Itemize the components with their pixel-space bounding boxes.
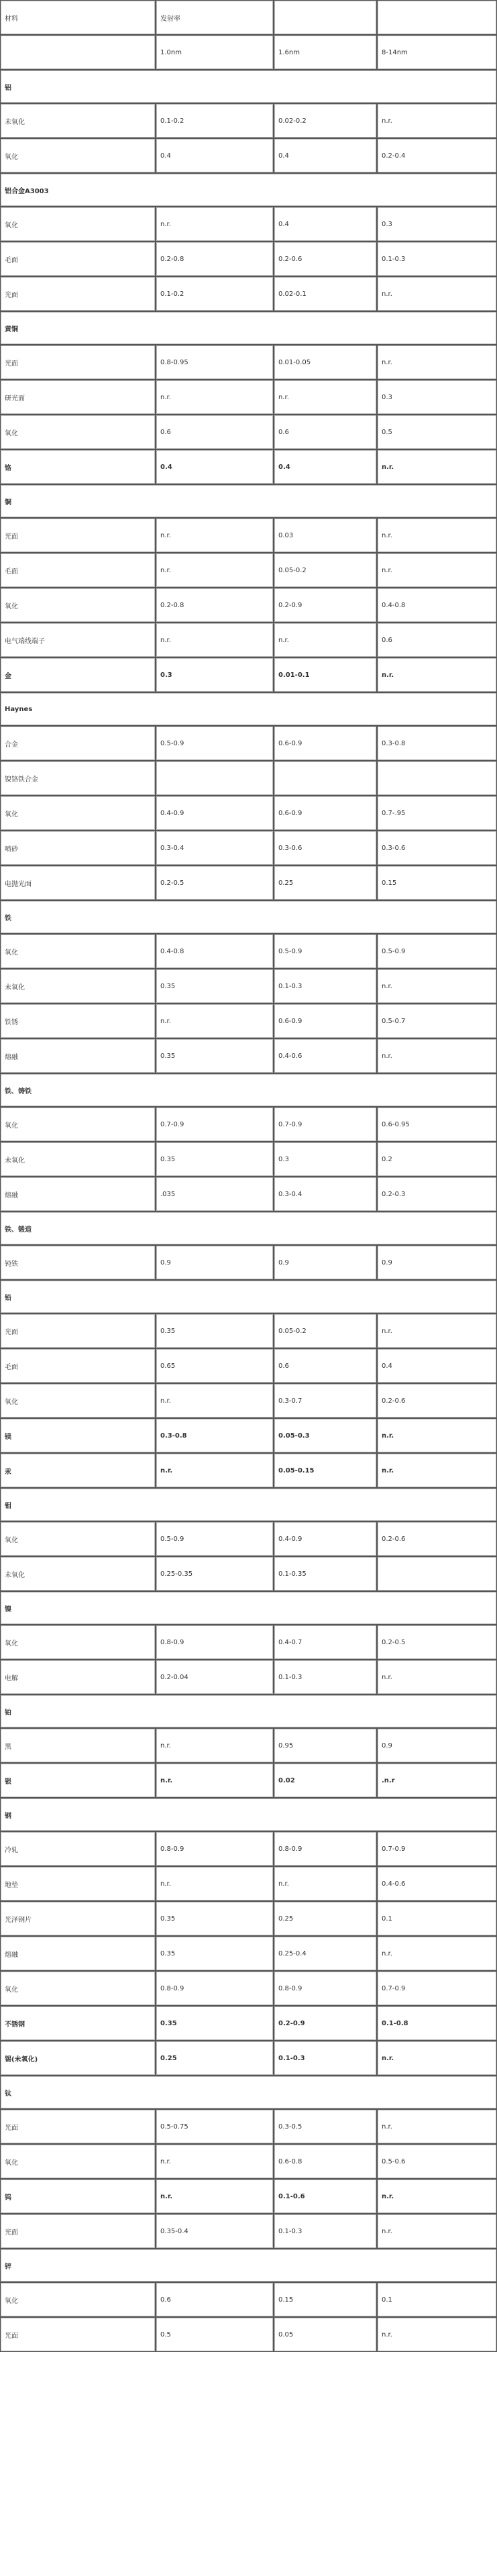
- value-cell-1nm: 0.6: [156, 2282, 274, 2317]
- value-cell-1-6nm: 0.4-0.6: [274, 1038, 377, 1073]
- material-cell: 金: [0, 657, 156, 692]
- value-cell-8-14nm: 0.7-0.9: [377, 1831, 497, 1866]
- header-row: [0, 0, 497, 35]
- value-cell-1-6nm: 0.2-0.9: [274, 588, 377, 623]
- material-cell: 地垫: [0, 1866, 156, 1901]
- material-cell: 光面: [0, 345, 156, 380]
- value-cell-8-14nm: n.r.: [377, 449, 497, 484]
- value-cell-1nm: n.r.: [156, 1453, 274, 1488]
- section-row: [0, 311, 497, 345]
- section-title: 铁、锻造: [0, 1212, 497, 1245]
- value-cell-8-14nm: n.r.: [377, 1313, 497, 1348]
- value-cell-1-6nm: 0.8-0.9: [274, 1831, 377, 1866]
- value-cell-1nm: 0.2-0.5: [156, 865, 274, 900]
- value-cell-1nm: 0.6: [156, 415, 274, 449]
- material-cell: 不锈钢: [0, 2006, 156, 2041]
- value-cell-8-14nm: n.r.: [377, 276, 497, 311]
- value-cell-1-6nm: 0.3-0.5: [274, 2109, 377, 2144]
- table-row: [0, 2317, 497, 2352]
- value-cell-1nm: 0.8-0.9: [156, 1625, 274, 1660]
- value-cell-1-6nm: 0.1-0.6: [274, 2179, 377, 2214]
- value-cell-1nm: 0.2-0.04: [156, 1660, 274, 1695]
- value-cell-1-6nm: 0.1-0.35: [274, 1556, 377, 1591]
- material-cell: 镍铬铁合金: [0, 761, 156, 796]
- value-cell-1-6nm: 0.2-0.9: [274, 2006, 377, 2041]
- material-cell: 研光面: [0, 380, 156, 415]
- table-row: [0, 138, 497, 173]
- value-cell-8-14nm: 0.5: [377, 415, 497, 449]
- table-row: [0, 2144, 497, 2179]
- value-cell-8-14nm: 0.7-0.9: [377, 1971, 497, 2006]
- value-cell-1-6nm: 0.25-0.4: [274, 1936, 377, 1971]
- value-cell-1nm: 0.8-0.9: [156, 1971, 274, 2006]
- material-cell: 合金: [0, 726, 156, 761]
- value-cell-1nm: n.r.: [156, 623, 274, 657]
- value-cell-1-6nm: 0.6-0.8: [274, 2144, 377, 2179]
- value-cell-8-14nm: 0.6-0.95: [377, 1107, 497, 1142]
- value-cell-1-6nm: 0.02-0.2: [274, 103, 377, 138]
- table-row: [0, 2006, 497, 2041]
- value-cell-8-14nm: 0.2-0.4: [377, 138, 497, 173]
- value-cell-8-14nm: 0.3-0.8: [377, 726, 497, 761]
- value-cell-1nm: 0.65: [156, 1348, 274, 1383]
- material-cell: 氧化: [0, 207, 156, 241]
- material-cell: 氧化: [0, 415, 156, 449]
- value-cell-1-6nm: 0.05-0.2: [274, 553, 377, 588]
- value-cell-8-14nm: 0.1: [377, 2282, 497, 2317]
- value-cell-1-6nm: 0.3-0.4: [274, 1177, 377, 1212]
- value-cell-1-6nm: n.r.: [274, 623, 377, 657]
- value-cell-8-14nm: 0.3: [377, 380, 497, 415]
- value-cell-1-6nm: 0.6-0.9: [274, 796, 377, 830]
- value-cell-1nm: n.r.: [156, 518, 274, 553]
- material-cell: 钨: [0, 2179, 156, 2214]
- material-cell: 毛面: [0, 1348, 156, 1383]
- value-cell-1nm: 0.3-0.8: [156, 1418, 274, 1453]
- value-cell-8-14nm: n.r.: [377, 2214, 497, 2249]
- material-cell: 铬: [0, 449, 156, 484]
- value-cell-1nm: n.r.: [156, 1728, 274, 1763]
- header-cell-material: 材料: [0, 0, 156, 35]
- value-cell-1-6nm: 0.4: [274, 449, 377, 484]
- table-row: [0, 657, 497, 692]
- value-cell-1nm: 0.35: [156, 1142, 274, 1177]
- material-cell: 氧化: [0, 1107, 156, 1142]
- value-cell-1-6nm: 0.5-0.9: [274, 934, 377, 969]
- table-row: [0, 588, 497, 623]
- value-cell-1nm: 0.25: [156, 2041, 274, 2076]
- value-cell-1-6nm: 0.4: [274, 207, 377, 241]
- value-cell-8-14nm: 0.6: [377, 623, 497, 657]
- value-cell-1-6nm: 0.1-0.3: [274, 1660, 377, 1695]
- value-cell-1-6nm: 0.2-0.6: [274, 241, 377, 276]
- material-cell: 氧化: [0, 138, 156, 173]
- value-cell-8-14nm: n.r.: [377, 2179, 497, 2214]
- value-cell-1nm: n.r.: [156, 380, 274, 415]
- value-cell-1-6nm: 0.95: [274, 1728, 377, 1763]
- table-row: [0, 241, 497, 276]
- value-cell-8-14nm: 0.1: [377, 1901, 497, 1936]
- material-cell: 钝铁: [0, 1245, 156, 1280]
- value-cell-8-14nm: n.r.: [377, 2317, 497, 2352]
- value-cell-1nm: 0.8-0.95: [156, 345, 274, 380]
- material-cell: 电解: [0, 1660, 156, 1695]
- table-row: [0, 1453, 497, 1488]
- value-cell-8-14nm: [377, 1556, 497, 1591]
- section-row: [0, 484, 497, 518]
- value-cell-8-14nm: n.r.: [377, 2109, 497, 2144]
- value-cell-1-6nm: 0.02: [274, 1763, 377, 1798]
- table-row: [0, 1971, 497, 2006]
- table-row: [0, 1107, 497, 1142]
- value-cell-8-14nm: n.r.: [377, 103, 497, 138]
- value-cell-1-6nm: 0.05-0.3: [274, 1418, 377, 1453]
- header-cell-emissivity: 发射率: [156, 0, 274, 35]
- table-row: [0, 761, 497, 796]
- value-cell-8-14nm: 0.3-0.6: [377, 830, 497, 865]
- material-cell: 未氧化: [0, 103, 156, 138]
- section-row: [0, 1280, 497, 1313]
- value-cell-8-14nm: 0.5-0.6: [377, 2144, 497, 2179]
- value-cell-8-14nm: 0.1-0.8: [377, 2006, 497, 2041]
- value-cell-1nm: 0.1-0.2: [156, 103, 274, 138]
- section-title: 镍: [0, 1591, 497, 1625]
- value-cell-8-14nm: 0.4-0.8: [377, 588, 497, 623]
- header-cell-wavelength-1: 1.0nm: [156, 35, 274, 70]
- section-row: [0, 2076, 497, 2109]
- material-cell: 氧化: [0, 2282, 156, 2317]
- table-row: [0, 1521, 497, 1556]
- value-cell-8-14nm: n.r.: [377, 1038, 497, 1073]
- table-row: [0, 1245, 497, 1280]
- value-cell-1nm: 0.4: [156, 449, 274, 484]
- value-cell-1nm: n.r.: [156, 1763, 274, 1798]
- material-cell: 光面: [0, 2109, 156, 2144]
- table-row: [0, 2214, 497, 2249]
- value-cell-1-6nm: 0.6: [274, 1348, 377, 1383]
- section-title: 铁: [0, 900, 497, 934]
- value-cell-8-14nm: [377, 761, 497, 796]
- table-row: [0, 2041, 497, 2076]
- material-cell: 光面: [0, 2214, 156, 2249]
- value-cell-1nm: 0.8-0.9: [156, 1831, 274, 1866]
- value-cell-1-6nm: 0.4-0.9: [274, 1521, 377, 1556]
- value-cell-8-14nm: 0.2-0.6: [377, 1383, 497, 1418]
- value-cell-1nm: 0.35-0.4: [156, 2214, 274, 2249]
- table-row: [0, 623, 497, 657]
- value-cell-1nm: 0.25-0.35: [156, 1556, 274, 1591]
- value-cell-8-14nm: n.r.: [377, 518, 497, 553]
- table-row: [0, 1177, 497, 1212]
- value-cell-1nm: 0.5-0.75: [156, 2109, 274, 2144]
- value-cell-8-14nm: 0.9: [377, 1728, 497, 1763]
- material-cell: 冷轧: [0, 1831, 156, 1866]
- value-cell-1-6nm: 0.15: [274, 2282, 377, 2317]
- value-cell-1nm: 0.4: [156, 138, 274, 173]
- value-cell-1nm: 0.2-0.8: [156, 241, 274, 276]
- table-row: [0, 415, 497, 449]
- value-cell-8-14nm: .n.r: [377, 1763, 497, 1798]
- material-cell: 未氧化: [0, 1556, 156, 1591]
- material-cell: 氧化: [0, 1971, 156, 2006]
- material-cell: 未氧化: [0, 969, 156, 1004]
- value-cell-1-6nm: 0.4-0.7: [274, 1625, 377, 1660]
- value-cell-1nm: n.r.: [156, 1866, 274, 1901]
- table-row: [0, 1038, 497, 1073]
- value-cell-1-6nm: 0.1-0.3: [274, 969, 377, 1004]
- value-cell-1-6nm: 0.6: [274, 415, 377, 449]
- value-cell-8-14nm: 0.2: [377, 1142, 497, 1177]
- table-row: [0, 934, 497, 969]
- value-cell-1nm: 0.5-0.9: [156, 726, 274, 761]
- value-cell-1-6nm: 0.1-0.3: [274, 2041, 377, 2076]
- table-row: [0, 865, 497, 900]
- value-cell-8-14nm: 0.2-0.3: [377, 1177, 497, 1212]
- section-title: 黄铜: [0, 311, 497, 345]
- table-row: [0, 1348, 497, 1383]
- value-cell-1nm: 0.5: [156, 2317, 274, 2352]
- table-row: [0, 1142, 497, 1177]
- table-row: [0, 449, 497, 484]
- value-cell-1nm: n.r.: [156, 207, 274, 241]
- section-row: [0, 2249, 497, 2282]
- material-cell: 银: [0, 1763, 156, 1798]
- value-cell-8-14nm: 0.9: [377, 1245, 497, 1280]
- value-cell-1nm: n.r.: [156, 2144, 274, 2179]
- table-row: [0, 1383, 497, 1418]
- value-cell-1-6nm: 0.25: [274, 865, 377, 900]
- section-title: 钼: [0, 1488, 497, 1521]
- material-cell: 毛面: [0, 241, 156, 276]
- table-row: [0, 103, 497, 138]
- value-cell-8-14nm: 0.4: [377, 1348, 497, 1383]
- material-cell: 光面: [0, 276, 156, 311]
- value-cell-1-6nm: 0.3-0.6: [274, 830, 377, 865]
- value-cell-1-6nm: 0.3-0.7: [274, 1383, 377, 1418]
- material-cell: 氧化: [0, 796, 156, 830]
- value-cell-1nm: 0.35: [156, 969, 274, 1004]
- section-title: 铅: [0, 1280, 497, 1313]
- table-row: [0, 1004, 497, 1038]
- value-cell-1-6nm: 0.8-0.9: [274, 1971, 377, 2006]
- material-cell: 电气端线端子: [0, 623, 156, 657]
- section-title: 钛: [0, 2076, 497, 2109]
- table-row: [0, 1901, 497, 1936]
- table-row: [0, 518, 497, 553]
- table-row: [0, 1728, 497, 1763]
- value-cell-1-6nm: 0.6-0.9: [274, 1004, 377, 1038]
- material-cell: 氧化: [0, 934, 156, 969]
- table-row: [0, 1313, 497, 1348]
- table-row: [0, 1660, 497, 1695]
- value-cell-1-6nm: 0.7-0.9: [274, 1107, 377, 1142]
- value-cell-1nm: n.r.: [156, 2179, 274, 2214]
- table-row: [0, 830, 497, 865]
- value-cell-8-14nm: n.r.: [377, 657, 497, 692]
- section-title: 锌: [0, 2249, 497, 2282]
- value-cell-8-14nm: 0.5-0.7: [377, 1004, 497, 1038]
- material-cell: 熔融: [0, 1177, 156, 1212]
- value-cell-1-6nm: 0.3: [274, 1142, 377, 1177]
- table-row: [0, 1831, 497, 1866]
- header-cell-empty: [0, 35, 156, 70]
- value-cell-1nm: 0.4-0.9: [156, 796, 274, 830]
- section-row: [0, 173, 497, 207]
- section-row: [0, 1488, 497, 1521]
- table-row: [0, 1866, 497, 1901]
- header-cell-empty: [274, 0, 377, 35]
- material-cell: 电抛光面: [0, 865, 156, 900]
- table-row: [0, 345, 497, 380]
- value-cell-8-14nm: 0.7-.95: [377, 796, 497, 830]
- table-row: [0, 207, 497, 241]
- value-cell-1-6nm: 0.03: [274, 518, 377, 553]
- table-row: [0, 380, 497, 415]
- section-title: 铝合金A3003: [0, 173, 497, 207]
- table-row: [0, 1556, 497, 1591]
- section-row: [0, 692, 497, 726]
- value-cell-1-6nm: 0.05-0.2: [274, 1313, 377, 1348]
- section-row: [0, 1798, 497, 1831]
- value-cell-1nm: 0.35: [156, 1038, 274, 1073]
- value-cell-1nm: 0.7-0.9: [156, 1107, 274, 1142]
- value-cell-1nm: 0.35: [156, 1901, 274, 1936]
- material-cell: 熔融: [0, 1936, 156, 1971]
- value-cell-1nm: 0.35: [156, 1936, 274, 1971]
- section-row: [0, 70, 497, 103]
- material-cell: 光泽钢片: [0, 1901, 156, 1936]
- value-cell-1nm: n.r.: [156, 1383, 274, 1418]
- value-cell-8-14nm: n.r.: [377, 1936, 497, 1971]
- section-title: 铂: [0, 1695, 497, 1728]
- value-cell-8-14nm: 0.2-0.6: [377, 1521, 497, 1556]
- section-row: [0, 1695, 497, 1728]
- value-cell-8-14nm: n.r.: [377, 553, 497, 588]
- material-cell: 黑: [0, 1728, 156, 1763]
- section-row: [0, 1591, 497, 1625]
- value-cell-8-14nm: n.r.: [377, 1453, 497, 1488]
- material-cell: 光面: [0, 1313, 156, 1348]
- value-cell-1nm: .035: [156, 1177, 274, 1212]
- value-cell-8-14nm: n.r.: [377, 1418, 497, 1453]
- value-cell-1-6nm: [274, 761, 377, 796]
- table-row: [0, 796, 497, 830]
- section-row: [0, 1212, 497, 1245]
- value-cell-8-14nm: n.r.: [377, 345, 497, 380]
- material-cell: 氧化: [0, 588, 156, 623]
- material-cell: 镁: [0, 1418, 156, 1453]
- material-cell: 喷砂: [0, 830, 156, 865]
- value-cell-1-6nm: 0.01-0.1: [274, 657, 377, 692]
- value-cell-1nm: 0.35: [156, 2006, 274, 2041]
- table-row: [0, 276, 497, 311]
- material-cell: 铁锈: [0, 1004, 156, 1038]
- table-row: [0, 2179, 497, 2214]
- value-cell-1-6nm: 0.1-0.3: [274, 2214, 377, 2249]
- value-cell-8-14nm: 0.5-0.9: [377, 934, 497, 969]
- value-cell-1-6nm: 0.02-0.1: [274, 276, 377, 311]
- value-cell-8-14nm: 0.15: [377, 865, 497, 900]
- value-cell-1nm: 0.3: [156, 657, 274, 692]
- value-cell-1-6nm: 0.05-0.15: [274, 1453, 377, 1488]
- value-cell-1nm: 0.2-0.8: [156, 588, 274, 623]
- value-cell-1nm: n.r.: [156, 553, 274, 588]
- table-row: [0, 1936, 497, 1971]
- wavelength-header-row: [0, 35, 497, 70]
- material-cell: 光面: [0, 518, 156, 553]
- section-title: 铁、铸铁: [0, 1073, 497, 1107]
- value-cell-1nm: 0.35: [156, 1313, 274, 1348]
- value-cell-8-14nm: 0.3: [377, 207, 497, 241]
- section-title: 铝: [0, 70, 497, 103]
- table-row: [0, 1625, 497, 1660]
- table-row: [0, 969, 497, 1004]
- value-cell-1-6nm: 0.4: [274, 138, 377, 173]
- value-cell-1-6nm: 0.9: [274, 1245, 377, 1280]
- material-cell: 光面: [0, 2317, 156, 2352]
- material-cell: 熔融: [0, 1038, 156, 1073]
- header-cell-empty: [377, 0, 497, 35]
- section-row: [0, 1073, 497, 1107]
- table-row: [0, 2109, 497, 2144]
- value-cell-1nm: 0.5-0.9: [156, 1521, 274, 1556]
- header-cell-wavelength-3: 8-14nm: [377, 35, 497, 70]
- material-cell: 氧化: [0, 1521, 156, 1556]
- table-row: [0, 1763, 497, 1798]
- table-row: [0, 2282, 497, 2317]
- value-cell-8-14nm: n.r.: [377, 2041, 497, 2076]
- section-title: Haynes: [0, 692, 497, 726]
- value-cell-1nm: [156, 761, 274, 796]
- material-cell: 氧化: [0, 1625, 156, 1660]
- material-cell: 锡(未氧化): [0, 2041, 156, 2076]
- value-cell-1nm: 0.9: [156, 1245, 274, 1280]
- value-cell-1-6nm: 0.05: [274, 2317, 377, 2352]
- value-cell-1nm: 0.3-0.4: [156, 830, 274, 865]
- value-cell-1-6nm: n.r.: [274, 380, 377, 415]
- value-cell-1-6nm: n.r.: [274, 1866, 377, 1901]
- value-cell-8-14nm: 0.1-0.3: [377, 241, 497, 276]
- value-cell-8-14nm: n.r.: [377, 969, 497, 1004]
- value-cell-1-6nm: 0.6-0.9: [274, 726, 377, 761]
- table-row: [0, 1418, 497, 1453]
- value-cell-8-14nm: n.r.: [377, 1660, 497, 1695]
- value-cell-8-14nm: 0.2-0.5: [377, 1625, 497, 1660]
- value-cell-1nm: 0.4-0.8: [156, 934, 274, 969]
- table-row: [0, 726, 497, 761]
- value-cell-1-6nm: 0.25: [274, 1901, 377, 1936]
- material-cell: 未氧化: [0, 1142, 156, 1177]
- section-row: [0, 900, 497, 934]
- value-cell-1nm: n.r.: [156, 1004, 274, 1038]
- section-title: 铜: [0, 484, 497, 518]
- material-cell: 毛面: [0, 553, 156, 588]
- material-cell: 氧化: [0, 2144, 156, 2179]
- header-cell-wavelength-2: 1.6nm: [274, 35, 377, 70]
- material-cell: 汞: [0, 1453, 156, 1488]
- table-row: [0, 553, 497, 588]
- section-title: 钢: [0, 1798, 497, 1831]
- material-cell: 氧化: [0, 1383, 156, 1418]
- value-cell-1nm: 0.1-0.2: [156, 276, 274, 311]
- value-cell-8-14nm: 0.4-0.6: [377, 1866, 497, 1901]
- value-cell-1-6nm: 0.01-0.05: [274, 345, 377, 380]
